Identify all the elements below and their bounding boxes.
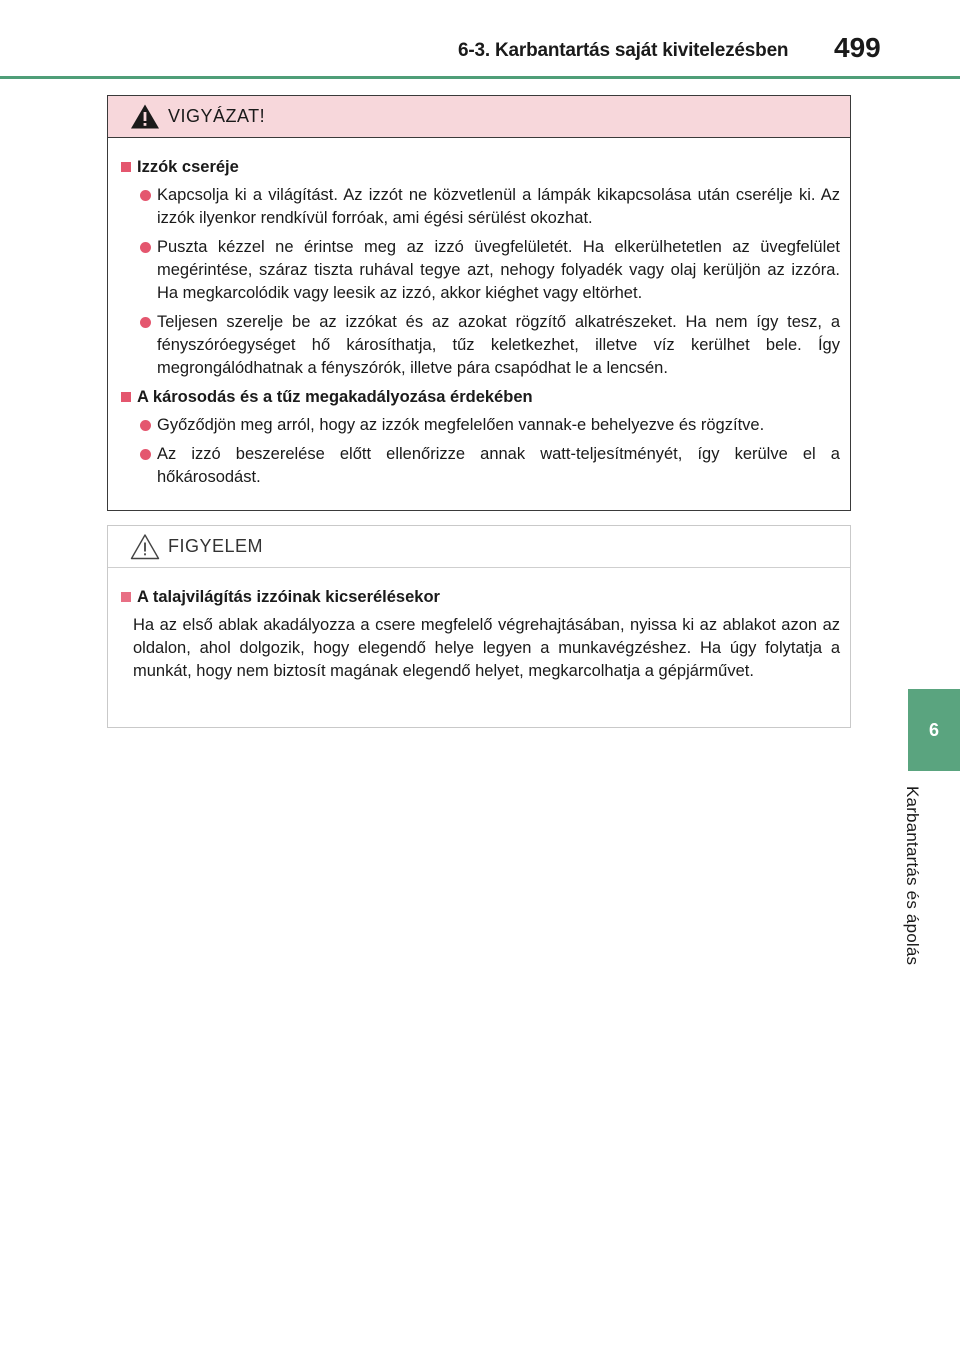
square-bullet-icon — [121, 162, 131, 172]
header-divider — [0, 76, 960, 79]
list-item: Teljesen szerelje be az izzókat és az azokat rögzítő alkatrészeket. Ha nem így tesz, a fényszóróegységet hő károsíthatja, tűz keletkezhet, illetve víz kerülhet bele. Így megrongálódhatnak a fényszórók, illetve pára csapódhat le a lencsén. — [119, 311, 840, 380]
chapter-tab — [908, 689, 960, 771]
list-item: Az izzó beszerelése előtt ellenőrizze annak watt-teljesítményét, így kerülve el a hőkárosodást. — [119, 443, 840, 489]
list-item: Kapcsolja ki a világítást. Az izzót ne közvetlenül a lámpák kikapcsolása után cserélje ki. Az izzók ilyenkor rendkívül forróak, ami égési sérülést okozhat. — [119, 184, 840, 230]
round-bullet-icon — [140, 190, 151, 201]
round-bullet-icon — [140, 317, 151, 328]
caution-triangle-outline-icon — [130, 533, 160, 560]
warning-section-title: Izzók cseréje — [119, 156, 840, 178]
caution-box-title: FIGYELEM — [168, 536, 264, 556]
section-title: 6-3. Karbantartás saját kivitelezésben — [458, 40, 789, 61]
chapter-title-vertical: Karbantartás és ápolás — [903, 786, 922, 966]
chapter-number: 6 — [928, 719, 939, 740]
square-bullet-icon — [121, 392, 131, 402]
round-bullet-icon — [140, 420, 151, 431]
list-item: Puszta kézzel ne érintse meg az izzó üvegfelületét. Ha elkerülhetetlen az üvegfelület megérintése, száraz tiszta ruhával tegye azt, nehogy folyadék vagy olaj kerüljön az izzóra. Ha megkarcolódik vagy leesik az izzó, akkor kiéghet vagy eltörhet. — [119, 236, 840, 305]
warning-box — [107, 95, 851, 511]
warning-box-header — [108, 96, 850, 138]
caution-box-body — [108, 568, 850, 683]
caution-paragraph: Ha az első ablak akadályozza a csere megfelelő végrehajtásában, nyissa ki az ablakot azon az oldalon, ahol dolgozik, hogy elegendő helye legyen a munkavégzéshez. Ha úgy folytatja a munkát, hogy nem biztosít magának elegendő helyet, megkarcolhatja a gépjárművet. — [133, 616, 840, 680]
round-bullet-icon — [140, 449, 151, 460]
square-bullet-icon — [121, 592, 131, 602]
warning-triangle-icon — [130, 103, 160, 130]
caution-section-title: A talajvilágítás izzóinak kicserélésekor — [119, 586, 840, 608]
warning-box-body — [108, 138, 850, 489]
round-bullet-icon — [140, 242, 151, 253]
caution-box — [107, 525, 851, 728]
warning-box-title: VIGYÁZAT! — [168, 106, 266, 126]
caution-box-header — [108, 526, 850, 568]
list-item: Győződjön meg arról, hogy az izzók megfelelően vannak-e behelyezve és rögzítve. — [119, 414, 840, 437]
page-number: 499 — [834, 32, 881, 63]
warning-section-title: A károsodás és a tűz megakadályozása érdekében — [119, 386, 840, 408]
